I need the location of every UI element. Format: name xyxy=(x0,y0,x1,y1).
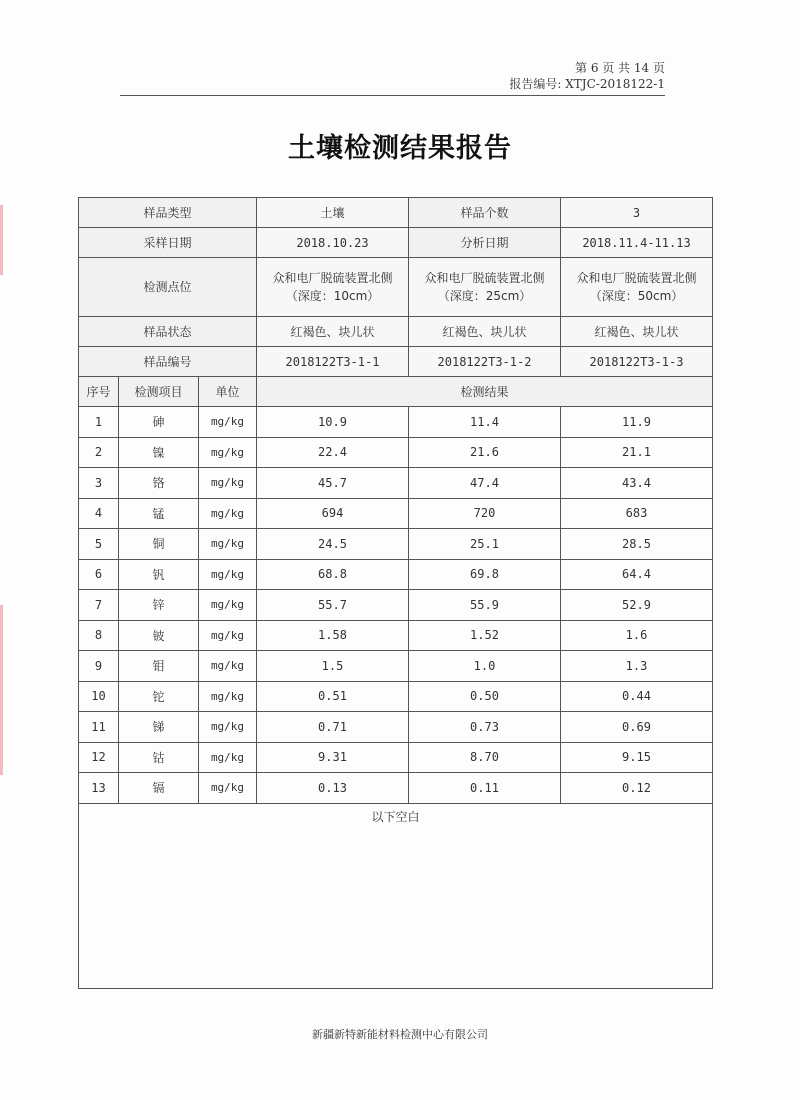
row-value-1: 68.8 xyxy=(257,559,409,590)
sample-count-label: 样品个数 xyxy=(409,198,561,228)
table-row xyxy=(79,468,713,499)
location-depth: （深度：10cm） xyxy=(285,289,380,303)
page-header xyxy=(509,60,665,92)
row-no: 1 xyxy=(79,407,119,438)
row-no: 5 xyxy=(79,529,119,560)
info-row-sample-type xyxy=(79,198,713,228)
row-value-1: 1.58 xyxy=(257,620,409,651)
table-row xyxy=(79,651,713,682)
row-item: 钴 xyxy=(119,742,199,773)
state-value: 红褐色、块儿状 xyxy=(257,317,409,347)
data-rows xyxy=(79,407,713,989)
row-unit: mg/kg xyxy=(199,620,257,651)
table-row xyxy=(79,498,713,529)
sample-type-value: 土壤 xyxy=(257,198,409,228)
row-unit: mg/kg xyxy=(199,468,257,499)
company-footer: 新疆新特新能材料检测中心有限公司 xyxy=(312,1028,488,1041)
state-value: 红褐色、块儿状 xyxy=(409,317,561,347)
state-label: 样品状态 xyxy=(79,317,257,347)
row-value-3: 21.1 xyxy=(561,437,713,468)
location-depth: （深度：50cm） xyxy=(589,289,684,303)
row-value-2: 25.1 xyxy=(409,529,561,560)
row-no: 13 xyxy=(79,773,119,804)
row-no: 8 xyxy=(79,620,119,651)
table-row xyxy=(79,712,713,743)
row-no: 11 xyxy=(79,712,119,743)
row-value-3: 28.5 xyxy=(561,529,713,560)
row-no: 4 xyxy=(79,498,119,529)
analysis-date-value: 2018.11.4-11.13 xyxy=(561,228,713,258)
sampling-date-value: 2018.10.23 xyxy=(257,228,409,258)
table-row xyxy=(79,407,713,438)
row-value-3: 1.3 xyxy=(561,651,713,682)
row-value-2: 69.8 xyxy=(409,559,561,590)
table-row xyxy=(79,773,713,804)
row-value-3: 43.4 xyxy=(561,468,713,499)
row-value-3: 0.12 xyxy=(561,773,713,804)
row-value-1: 1.5 xyxy=(257,651,409,682)
row-value-1: 9.31 xyxy=(257,742,409,773)
row-unit: mg/kg xyxy=(199,712,257,743)
row-unit: mg/kg xyxy=(199,651,257,682)
sample-count-value: 3 xyxy=(561,198,713,228)
location-value xyxy=(561,258,713,317)
row-item: 铜 xyxy=(119,529,199,560)
row-value-2: 0.50 xyxy=(409,681,561,712)
row-value-2: 1.0 xyxy=(409,651,561,682)
table-row xyxy=(79,590,713,621)
table-row xyxy=(79,742,713,773)
blank-row xyxy=(79,803,713,988)
row-item: 锑 xyxy=(119,712,199,743)
row-value-3: 0.44 xyxy=(561,681,713,712)
row-unit: mg/kg xyxy=(199,681,257,712)
analysis-date-label: 分析日期 xyxy=(409,228,561,258)
info-row-dates xyxy=(79,228,713,258)
row-unit: mg/kg xyxy=(199,742,257,773)
row-value-1: 45.7 xyxy=(257,468,409,499)
row-item: 铍 xyxy=(119,620,199,651)
row-value-2: 0.73 xyxy=(409,712,561,743)
row-value-3: 683 xyxy=(561,498,713,529)
row-value-1: 24.5 xyxy=(257,529,409,560)
row-value-3: 64.4 xyxy=(561,559,713,590)
row-value-2: 47.4 xyxy=(409,468,561,499)
col-header-item: 检测项目 xyxy=(119,377,199,407)
row-item: 锰 xyxy=(119,498,199,529)
row-unit: mg/kg xyxy=(199,498,257,529)
report-number: 报告编号: XTJC-2018122-1 xyxy=(509,77,665,91)
row-item: 钼 xyxy=(119,651,199,682)
row-unit: mg/kg xyxy=(199,559,257,590)
sample-no-value: 2018122T3-1-1 xyxy=(257,347,409,377)
row-unit: mg/kg xyxy=(199,590,257,621)
table-row xyxy=(79,620,713,651)
location-line: 众和电厂脱硫装置北侧 xyxy=(424,271,545,285)
table-row xyxy=(79,529,713,560)
red-stamp-mark xyxy=(0,205,25,275)
row-item: 锌 xyxy=(119,590,199,621)
row-value-3: 1.6 xyxy=(561,620,713,651)
row-unit: mg/kg xyxy=(199,529,257,560)
row-value-1: 0.13 xyxy=(257,773,409,804)
location-line: 众和电厂脱硫装置北侧 xyxy=(272,271,393,285)
sample-no-label: 样品编号 xyxy=(79,347,257,377)
row-item: 铬 xyxy=(119,468,199,499)
sample-no-value: 2018122T3-1-2 xyxy=(409,347,561,377)
row-value-1: 55.7 xyxy=(257,590,409,621)
state-value: 红褐色、块儿状 xyxy=(561,317,713,347)
row-value-2: 0.11 xyxy=(409,773,561,804)
info-row-states xyxy=(79,317,713,347)
row-no: 9 xyxy=(79,651,119,682)
row-item: 镍 xyxy=(119,437,199,468)
col-header-results: 检测结果 xyxy=(257,377,713,407)
sample-no-value: 2018122T3-1-3 xyxy=(561,347,713,377)
col-header-no: 序号 xyxy=(79,377,119,407)
row-value-3: 52.9 xyxy=(561,590,713,621)
column-header-row xyxy=(79,377,713,407)
row-value-1: 0.51 xyxy=(257,681,409,712)
location-depth: （深度：25cm） xyxy=(437,289,532,303)
sample-type-label: 样品类型 xyxy=(79,198,257,228)
header-divider xyxy=(120,95,665,96)
row-item: 砷 xyxy=(119,407,199,438)
row-no: 3 xyxy=(79,468,119,499)
table-row xyxy=(79,559,713,590)
sampling-date-label: 采样日期 xyxy=(79,228,257,258)
table-row xyxy=(79,681,713,712)
location-label: 检测点位 xyxy=(79,258,257,317)
row-unit: mg/kg xyxy=(199,407,257,438)
blank-note: 以下空白 xyxy=(79,803,713,988)
col-header-unit: 单位 xyxy=(199,377,257,407)
row-value-2: 1.52 xyxy=(409,620,561,651)
page-number: 第 6 页 共 14 页 xyxy=(575,61,665,75)
row-value-1: 22.4 xyxy=(257,437,409,468)
row-no: 12 xyxy=(79,742,119,773)
location-line: 众和电厂脱硫装置北侧 xyxy=(576,271,697,285)
row-no: 7 xyxy=(79,590,119,621)
red-stamp-mark xyxy=(0,605,25,775)
location-value xyxy=(409,258,561,317)
row-value-3: 0.69 xyxy=(561,712,713,743)
report-title: 土壤检测结果报告 xyxy=(288,133,512,164)
table-row xyxy=(79,437,713,468)
info-row-locations xyxy=(79,258,713,317)
row-value-2: 720 xyxy=(409,498,561,529)
row-value-3: 11.9 xyxy=(561,407,713,438)
row-value-2: 11.4 xyxy=(409,407,561,438)
row-item: 镉 xyxy=(119,773,199,804)
results-table-wrapper xyxy=(78,197,712,989)
row-unit: mg/kg xyxy=(199,437,257,468)
row-no: 2 xyxy=(79,437,119,468)
row-no: 6 xyxy=(79,559,119,590)
row-item: 钒 xyxy=(119,559,199,590)
row-value-2: 21.6 xyxy=(409,437,561,468)
row-value-2: 8.70 xyxy=(409,742,561,773)
row-value-3: 9.15 xyxy=(561,742,713,773)
row-item: 铊 xyxy=(119,681,199,712)
row-value-2: 55.9 xyxy=(409,590,561,621)
info-row-sample-nos xyxy=(79,347,713,377)
results-table xyxy=(78,197,713,989)
row-unit: mg/kg xyxy=(199,773,257,804)
row-value-1: 694 xyxy=(257,498,409,529)
row-no: 10 xyxy=(79,681,119,712)
location-value xyxy=(257,258,409,317)
row-value-1: 0.71 xyxy=(257,712,409,743)
row-value-1: 10.9 xyxy=(257,407,409,438)
